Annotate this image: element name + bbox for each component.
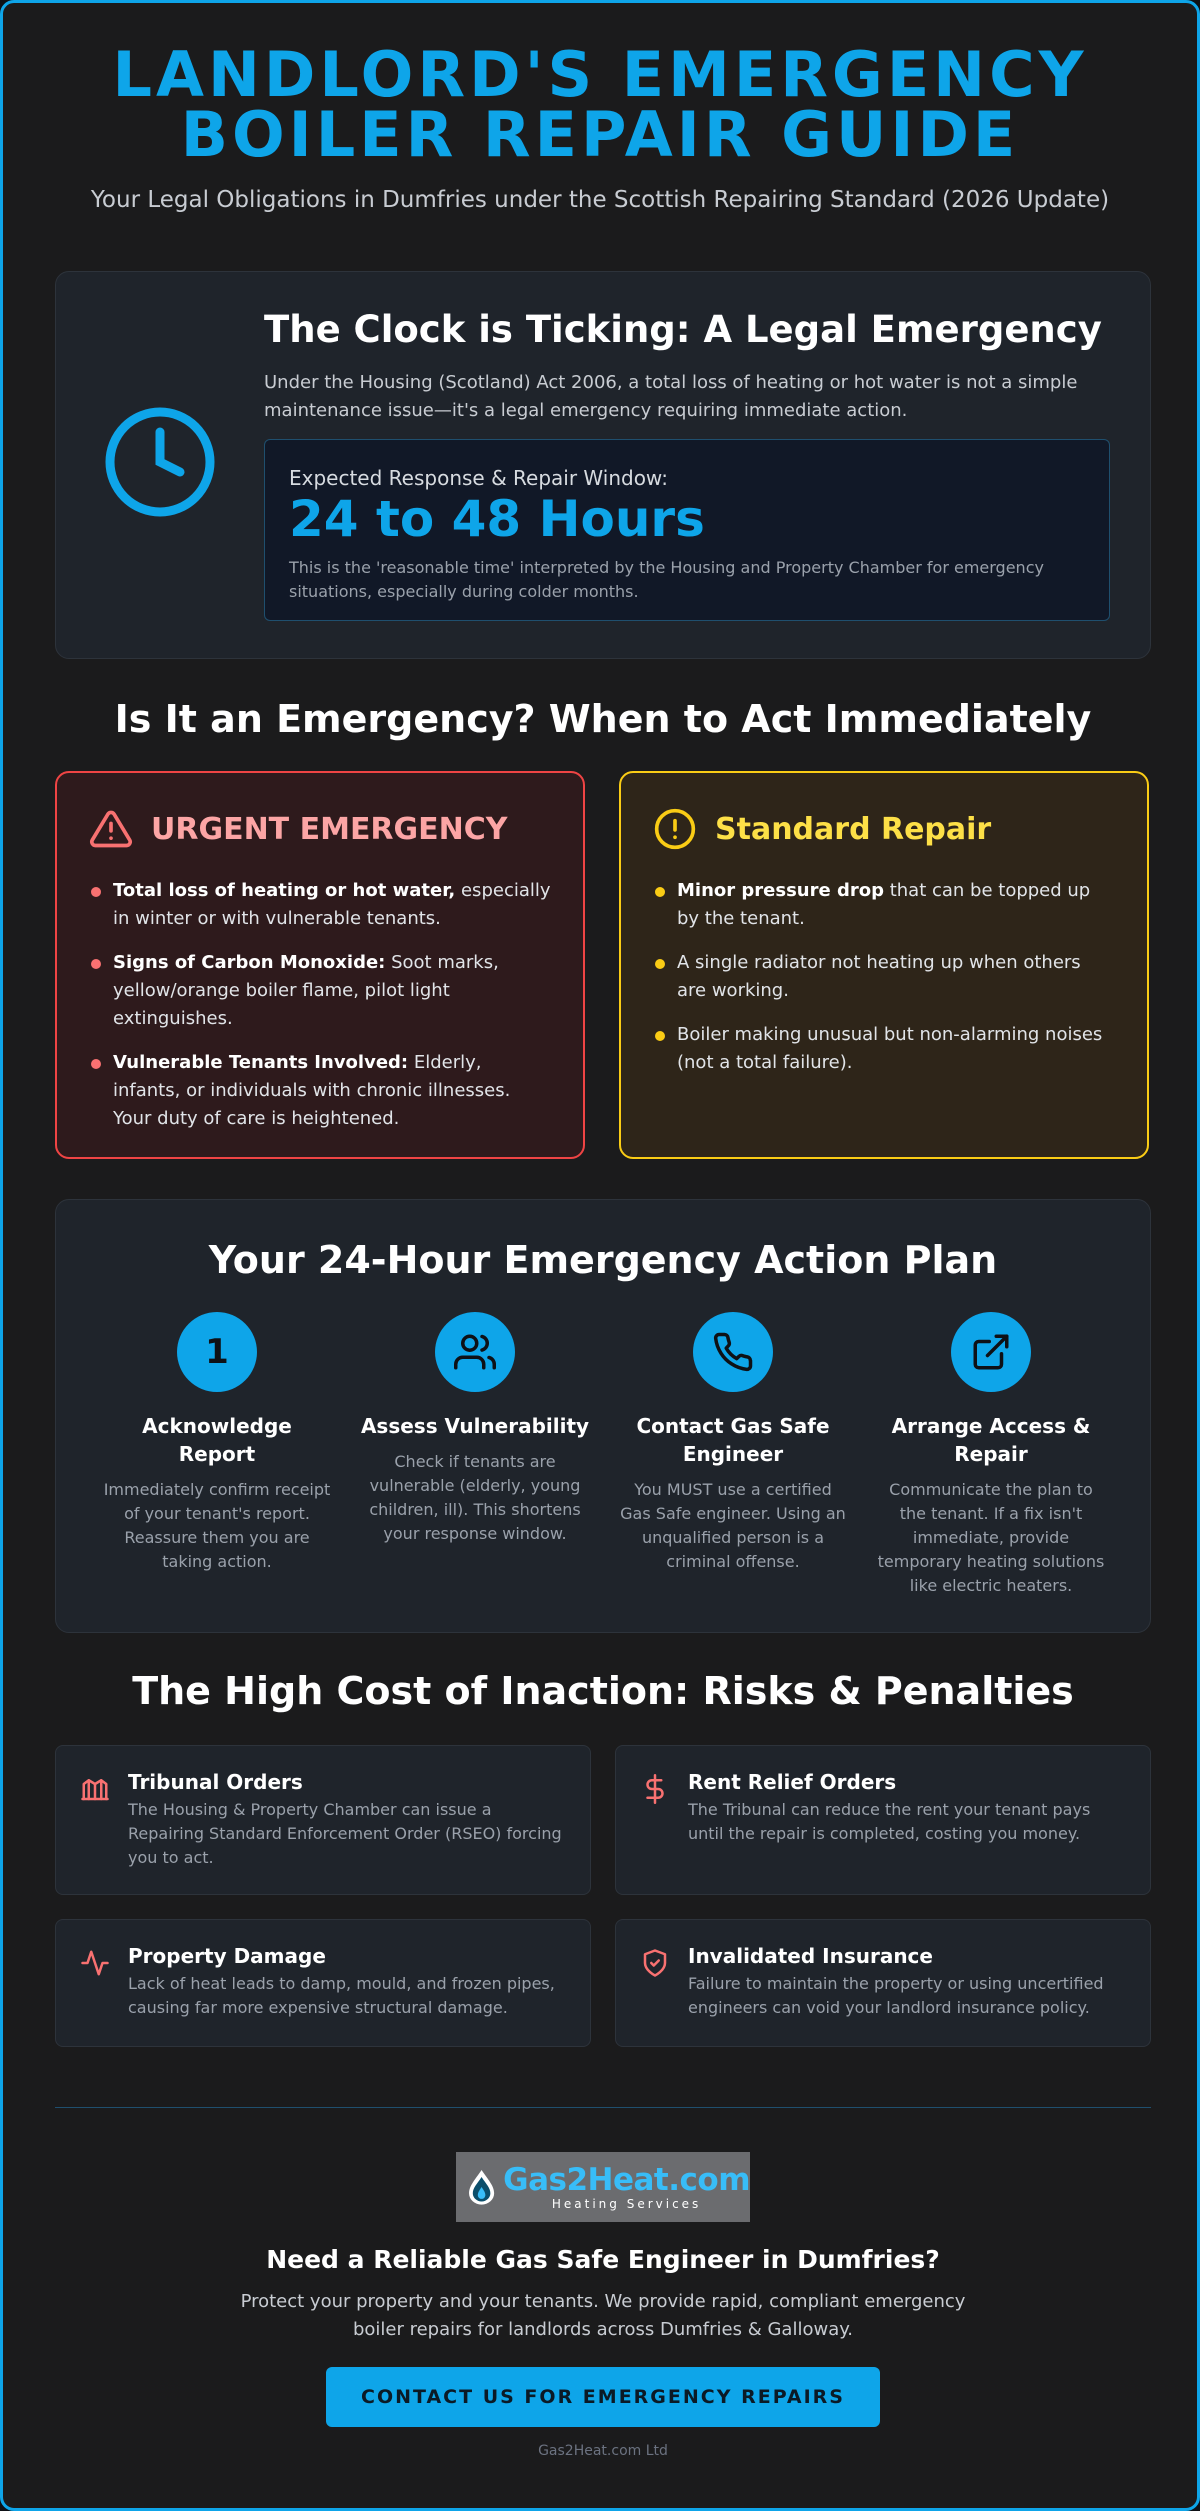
step-number-badge: 1 [177,1312,257,1392]
list-item: Signs of Carbon Monoxide: Soot marks, yellow/orange boiler flame, pilot light extinguishes. [89,949,551,1033]
dollar-icon [640,1774,670,1804]
risk-title: Tribunal Orders [128,1770,303,1794]
action-plan-card [55,1199,1151,1633]
risk-text: The Tribunal can reduce the rent your tenant pays until the repair is completed, costing you money. [688,1800,1091,1843]
footer-company-name: Gas2Heat.com Ltd [538,2443,668,2459]
logo-name: Gas2Heat.com [503,2162,750,2198]
risk-text: The Housing & Property Chamber can issue a Repairing Standard Enforcement Order (RSEO) forcing you to act. [128,1800,562,1867]
list-item: A single radiator not heating up when others are working. [653,949,1115,1005]
step-title: Assess Vulnerability [360,1414,590,1438]
risk-title: Rent Relief Orders [688,1770,897,1794]
warning-triangle-icon [89,807,133,851]
response-window-value: 24 to 48 Hours [289,490,705,548]
risk-title: Property Damage [128,1944,326,1968]
action-plan-steps [88,1312,1120,1598]
logo-tagline: Heating Services [551,2197,702,2211]
step-assess-vulnerability [346,1312,604,1598]
action-plan-title: Your 24-Hour Emergency Action Plan [208,1238,998,1282]
legal-emergency-card [55,271,1151,659]
cta-title: Need a Reliable Gas Safe Engineer in Dumfries? [266,2245,940,2274]
legal-emergency-title: The Clock is Ticking: A Legal Emergency [264,308,1102,351]
step-text: You MUST use a certified Gas Safe engineer. Using an unqualified person is a criminal offense. [620,1480,846,1571]
emergency-section-title: Is It an Emergency? When to Act Immediately [114,697,1092,741]
risk-text: Failure to maintain the property or using uncertified engineers can void your landlord insurance policy. [688,1974,1104,2017]
legal-emergency-text: Under the Housing (Scotland) Act 2006, a total loss of heating or hot water is not a simple maintenance issue—it's a legal emergency requiring immediate action. [264,372,1078,421]
contact-emergency-button[interactable]: CONTACT US FOR EMERGENCY REPAIRS [326,2367,880,2427]
response-window-note: This is the 'reasonable time' interpreted by the Housing and Property Chamber for emergency situations, especially during colder months. [289,558,1044,601]
cta-text: Protect your property and your tenants. We provide rapid, compliant emergency boiler repairs for landlords across Dumfries & Galloway. [240,2291,966,2340]
users-icon [454,1331,496,1373]
list-item: Minor pressure drop that can be topped up by the tenant. [653,877,1115,933]
page-title: LANDLORD'S EMERGENCY BOILER REPAIR GUIDE [112,38,1088,171]
standard-repair-card [619,771,1149,1159]
step-title: Contact Gas Safe Engineer [636,1414,830,1466]
page-subtitle: Your Legal Obligations in Dumfries under the Scottish Repairing Standard (2026 Update) [90,187,1110,213]
step-text: Immediately confirm receipt of your tenant's report. Reassure them you are taking action. [103,1480,331,1571]
phone-icon [712,1331,754,1373]
header [3,3,1197,213]
company-logo[interactable] [456,2152,750,2222]
risk-text: Lack of heat leads to damp, mould, and frozen pipes, causing far more expensive structural damage. [128,1974,555,2017]
shield-check-icon [640,1948,670,1978]
section-divider [55,2107,1151,2108]
external-link-icon [970,1331,1012,1373]
risk-card-tribunal-orders [55,1745,591,1895]
clock-icon [100,402,220,522]
risk-card-property-damage [55,1919,591,2047]
step-title: Arrange Access & Repair [891,1414,1091,1466]
risk-title: Invalidated Insurance [688,1944,933,1968]
step-text: Check if tenants are vulnerable (elderly, young children, ill). This shortens your response window. [369,1452,581,1543]
step-text: Communicate the plan to the tenant. If a fix isn't immediate, provide temporary heating solutions like electric heaters. [877,1480,1105,1595]
flame-drop-icon [464,2157,499,2217]
urgent-emergency-title: URGENT EMERGENCY [151,811,508,847]
risks-section-title: The High Cost of Inaction: Risks & Penalties [132,1669,1074,1713]
list-item: Total loss of heating or hot water, especially in winter or with vulnerable tenants. [89,877,551,933]
list-item: Vulnerable Tenants Involved: Elderly, infants, or individuals with chronic illnesses. Your duty of care is heightened. [89,1049,551,1133]
list-item: Boiler making unusual but non-alarming noises (not a total failure). [653,1021,1115,1077]
urgent-emergency-list [89,877,551,1133]
gavel-icon [80,1774,110,1804]
step-arrange-access [862,1312,1120,1598]
response-window-box [264,439,1110,621]
step-contact-engineer [604,1312,862,1598]
response-window-label: Expected Response & Repair Window: [289,466,668,490]
risk-card-rent-relief [615,1745,1151,1895]
exclamation-circle-icon [653,807,697,851]
step-title: Acknowledge Report [142,1414,292,1466]
activity-icon [80,1948,110,1978]
step-acknowledge-report [88,1312,346,1598]
risk-card-invalidated-insurance [615,1919,1151,2047]
urgent-emergency-card [55,771,585,1159]
standard-repair-title: Standard Repair [715,811,992,847]
standard-repair-list [653,877,1115,1077]
